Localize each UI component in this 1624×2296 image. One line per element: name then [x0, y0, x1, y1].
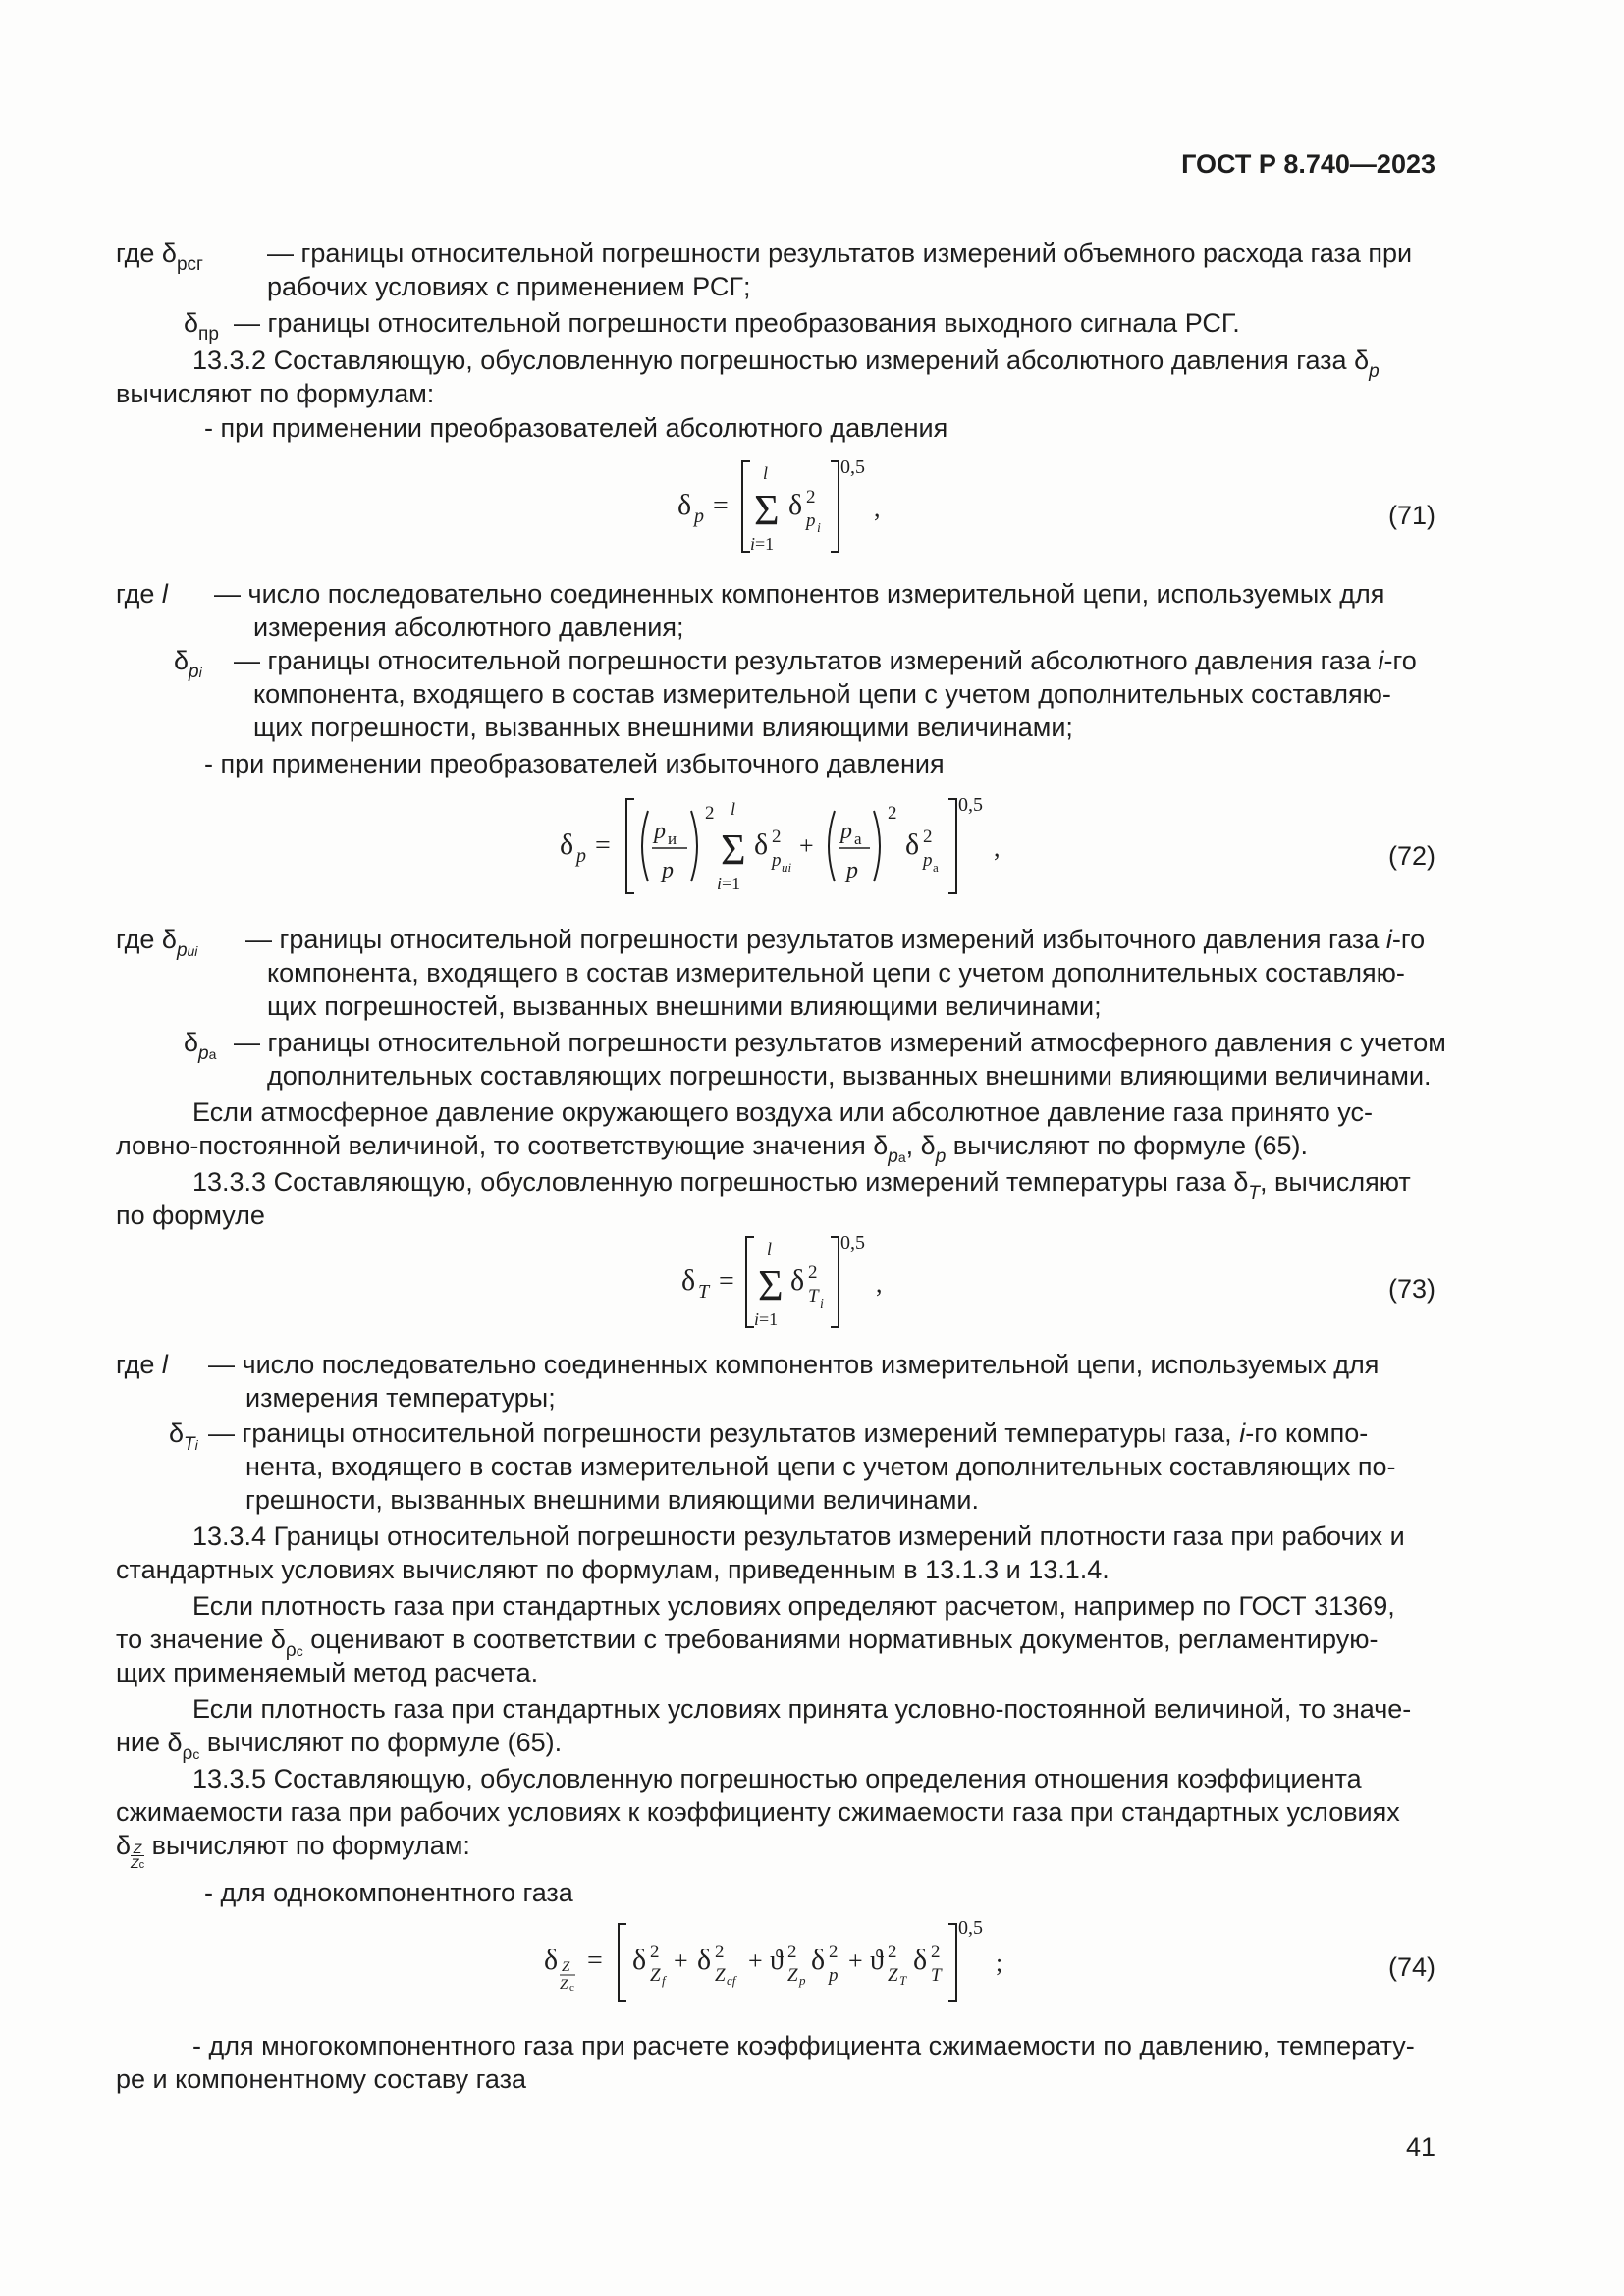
svg-text:T: T — [931, 1965, 942, 1986]
item-multi-component-line2: ре и компонентному составу газа — [116, 2064, 526, 2094]
where-l2-text2: измерения температуры; — [245, 1383, 556, 1413]
svg-text:p: p — [829, 1965, 839, 1986]
svg-text:=: = — [713, 491, 729, 521]
atmospheric-line1: Если атмосферное давление окружающего воздуха или абсолютное давление газа принято ус- — [192, 1097, 1373, 1127]
equation-number-72: (72) — [1387, 841, 1435, 871]
para-13-3-5-line1: 13.3.5 Составляющую, обусловленную погрешностью определения отношения коэффициента — [192, 1764, 1362, 1793]
page-number: 41 — [1405, 2132, 1435, 2162]
svg-text:Z: Z — [888, 1965, 898, 1986]
svg-text:2: 2 — [715, 1942, 725, 1962]
svg-text:p: p — [840, 819, 852, 844]
delta-p-i-text2: компонента, входящего в состав измерительной цепи с учетом дополнительных составляю- — [253, 679, 1391, 709]
svg-text:=: = — [587, 1946, 603, 1976]
density-calc-line3: щих применяемый метод расчета. — [116, 1658, 539, 1687]
item-single-component: - для однокомпонентного газа — [204, 1878, 573, 1907]
where-l2-text1: — число последовательно соединенных компонентов измерительной цепи, используемых для — [208, 1350, 1380, 1379]
equation-number-71: (71) — [1387, 501, 1435, 530]
svg-text:,: , — [876, 1269, 883, 1298]
svg-text:l: l — [731, 799, 736, 819]
svg-text:δ: δ — [790, 1264, 805, 1297]
svg-text:Z: Z — [650, 1965, 661, 1986]
svg-text:p: p — [576, 845, 586, 867]
svg-text:Z: Z — [562, 1959, 570, 1975]
svg-text:i=1: i=1 — [717, 874, 741, 893]
svg-text:Z: Z — [560, 1977, 568, 1993]
svg-text:2: 2 — [650, 1942, 660, 1962]
para-13-3-2-line1: 13.3.2 Составляющую, обусловленную погрешностью измерений абсолютного давления газа $\delta_p$ — [192, 346, 1380, 382]
formula-71 — [668, 452, 923, 560]
svg-text:δ: δ — [560, 828, 574, 861]
svg-text:δ: δ — [913, 1944, 928, 1976]
svg-text:иi: иi — [782, 860, 792, 875]
para-13-3-5-line2: сжимаемости газа при рабочих условиях к коэффициенту сжимаемости газа при стандартных условиях — [116, 1797, 1400, 1827]
where-l2-label: где l — [116, 1350, 168, 1379]
svg-text:0,5: 0,5 — [958, 794, 983, 816]
where-delta-p-ui-text1: — границы относительной погрешности результатов измерений избыточного давления газа i-го — [245, 925, 1426, 954]
svg-text:,: , — [994, 833, 1001, 862]
where-delta-p-ui-text2: компонента, входящего в состав измерительной цепи с учетом дополнительных составляю- — [267, 958, 1405, 988]
svg-text:и: и — [668, 829, 677, 848]
where-delta-pr-label: $\delta_{пр}$ — [184, 308, 219, 345]
where-delta-rsg-text1: — границы относительной погрешности результатов измерений объемного расхода газа при — [267, 239, 1413, 268]
density-calc-line1: Если плотность газа при стандартных условиях определяют расчетом, например по ГОСТ 31369, — [192, 1591, 1395, 1621]
delta-p-i-text3: щих погрешности, вызванных внешними влияющими величинами; — [253, 713, 1073, 742]
delta-p-i-text1: — границы относительной погрешности результатов измерений абсолютного давления газа i-го — [234, 646, 1417, 675]
formula-74 — [530, 1914, 1041, 2012]
svg-text:i=1: i=1 — [750, 534, 775, 554]
svg-text:i: i — [817, 521, 821, 536]
svg-text:i: i — [820, 1297, 824, 1311]
svg-text:δ: δ — [811, 1944, 826, 1976]
svg-text:δ: δ — [754, 828, 769, 861]
svg-text:T: T — [899, 1973, 907, 1988]
atmospheric-line2: ловно-постоянной величиной, то соответствующие значения $\delta_{pа}$, $\delta_p$ вычисляют по формуле (65). — [116, 1131, 1309, 1167]
svg-text:,: , — [874, 494, 881, 522]
para-13-3-5-line3: δ Z Zс вычисляют по формулам: — [116, 1831, 470, 1871]
delta-p-i-label: $\delta_{pi}$ — [174, 646, 202, 682]
document-header: ГОСТ Р 8.740—2023 — [1181, 149, 1435, 179]
para-13-3-3-line2: по формуле — [116, 1201, 265, 1230]
svg-text:p: p — [694, 506, 704, 527]
svg-text:+: + — [674, 1947, 688, 1975]
equation-number-74: (74) — [1387, 1952, 1435, 1982]
where-delta-rsg-label: где $\delta_{рсг}$ — [116, 239, 203, 275]
item-excess-pressure: - при применении преобразователей избыточного давления — [204, 749, 945, 778]
svg-text:2: 2 — [806, 487, 816, 507]
where-l-text1: — число последовательно соединенных компонентов измерительной цепи, используемых для — [214, 579, 1385, 609]
svg-text:с: с — [569, 1982, 574, 1994]
svg-text:p: p — [806, 510, 816, 531]
svg-text:Z: Z — [715, 1965, 726, 1986]
svg-text:T: T — [808, 1286, 819, 1307]
svg-text:Σ: Σ — [721, 826, 746, 874]
equation-number-73: (73) — [1387, 1274, 1435, 1304]
svg-text:;: ; — [996, 1949, 1003, 1977]
svg-text:δ: δ — [681, 1264, 696, 1297]
svg-text:ϑ: ϑ — [870, 1946, 884, 1976]
delta-T-i-text1: — границы относительной погрешности результатов измерений температуры газа, i-го компо- — [208, 1418, 1369, 1448]
where-delta-p-ui-label: где $\delta_{pиi}$ — [116, 925, 198, 961]
delta-T-i-label: $\delta_{Ti}$ — [169, 1418, 198, 1455]
delta-p-a-label: $\delta_{pа}$ — [184, 1028, 217, 1064]
svg-text:=: = — [719, 1266, 734, 1297]
svg-text:=: = — [595, 830, 611, 861]
svg-text:p: p — [799, 1973, 806, 1988]
svg-text:δ: δ — [677, 489, 692, 521]
svg-text:2: 2 — [787, 1942, 797, 1962]
svg-text:δ: δ — [632, 1944, 647, 1976]
svg-text:2: 2 — [931, 1942, 941, 1962]
density-const-line1: Если плотность газа при стандартных условиях принята условно-постоянной величиной, то значе- — [192, 1694, 1412, 1724]
svg-text:2: 2 — [829, 1942, 839, 1962]
density-const-line2: ние $\delta_{\rho с}$ вычисляют по формуле (65). — [116, 1728, 563, 1764]
delta-T-i-text3: грешности, вызванных внешними влияющими величинами. — [245, 1485, 979, 1515]
svg-text:а: а — [854, 829, 862, 848]
svg-text:0,5: 0,5 — [958, 1917, 983, 1939]
svg-text:2: 2 — [705, 803, 715, 824]
svg-text:δ: δ — [905, 828, 920, 861]
svg-text:p: p — [846, 858, 858, 883]
svg-text:p: p — [923, 850, 933, 871]
formula-72 — [550, 787, 1021, 905]
density-calc-line2: то значение $\delta_{\rho с}$ оценивают в соответствии с требованиями нормативных документов, регламентирую- — [116, 1625, 1379, 1661]
svg-text:p: p — [662, 858, 674, 883]
svg-text:p: p — [654, 819, 666, 844]
svg-text:p: p — [772, 850, 782, 871]
svg-text:+: + — [848, 1947, 863, 1975]
svg-text:Σ: Σ — [754, 486, 780, 534]
para-13-3-3-line1: 13.3.3 Составляющую, обусловленную погрешностью измерений температуры газа $\delta_T$, вычисляют — [192, 1167, 1411, 1203]
svg-text:ϑ: ϑ — [770, 1946, 784, 1976]
delta-T-i-text2: нента, входящего в состав измерительной цепи с учетом дополнительных составляющих по- — [245, 1452, 1396, 1481]
svg-text:δ: δ — [544, 1944, 559, 1976]
svg-text:2: 2 — [888, 803, 897, 824]
svg-text:2: 2 — [923, 827, 933, 847]
svg-text:l: l — [767, 1239, 773, 1258]
svg-text:f: f — [662, 1973, 666, 1988]
svg-text:0,5: 0,5 — [840, 1232, 865, 1254]
svg-text:cf: cf — [727, 1973, 736, 1988]
where-l-label: где l — [116, 579, 168, 609]
item-absolute-pressure: - при применении преобразователей абсолютного давления — [204, 413, 948, 443]
svg-text:а: а — [933, 860, 939, 875]
svg-text:δ: δ — [697, 1944, 712, 1976]
svg-text:2: 2 — [772, 827, 782, 847]
item-multi-component-line1: - для многокомпонентного газа при расчете коэффициента сжимаемости по давлению, температу- — [192, 2031, 1415, 2060]
para-13-3-4-line2: стандартных условиях вычисляют по формулам, приведенным в 13.1.3 и 13.1.4. — [116, 1555, 1110, 1584]
svg-text:+: + — [799, 831, 814, 860]
svg-text:l: l — [763, 463, 769, 483]
svg-text:0,5: 0,5 — [840, 456, 865, 478]
where-delta-pr-text: — границы относительной погрешности преобразования выходного сигнала РСГ. — [234, 308, 1240, 338]
where-l-text2: измерения абсолютного давления; — [253, 613, 684, 642]
para-13-3-2-line2: вычисляют по формулам: — [116, 379, 435, 408]
svg-text:Σ: Σ — [758, 1261, 784, 1309]
where-delta-rsg-text2: рабочих условиях с применением РСГ; — [267, 272, 751, 301]
svg-text:2: 2 — [808, 1262, 818, 1283]
svg-text:+: + — [748, 1947, 763, 1975]
where-delta-p-ui-text3: щих погрешностей, вызванных внешними влияющими величинами; — [267, 991, 1102, 1021]
formula-73 — [668, 1227, 923, 1335]
delta-p-a-text2: дополнительных составляющих погрешности, вызванных внешними влияющими величинами. — [267, 1061, 1432, 1091]
svg-text:T: T — [698, 1281, 710, 1303]
svg-text:2: 2 — [888, 1942, 897, 1962]
para-13-3-4-line1: 13.3.4 Границы относительной погрешности результатов измерений плотности газа при рабочих и — [192, 1522, 1405, 1551]
svg-text:Z: Z — [787, 1965, 798, 1986]
svg-text:i=1: i=1 — [754, 1309, 779, 1329]
svg-text:δ: δ — [788, 489, 803, 521]
delta-p-a-text1: — границы относительной погрешности результатов измерений атмосферного давления с учетом — [234, 1028, 1446, 1057]
